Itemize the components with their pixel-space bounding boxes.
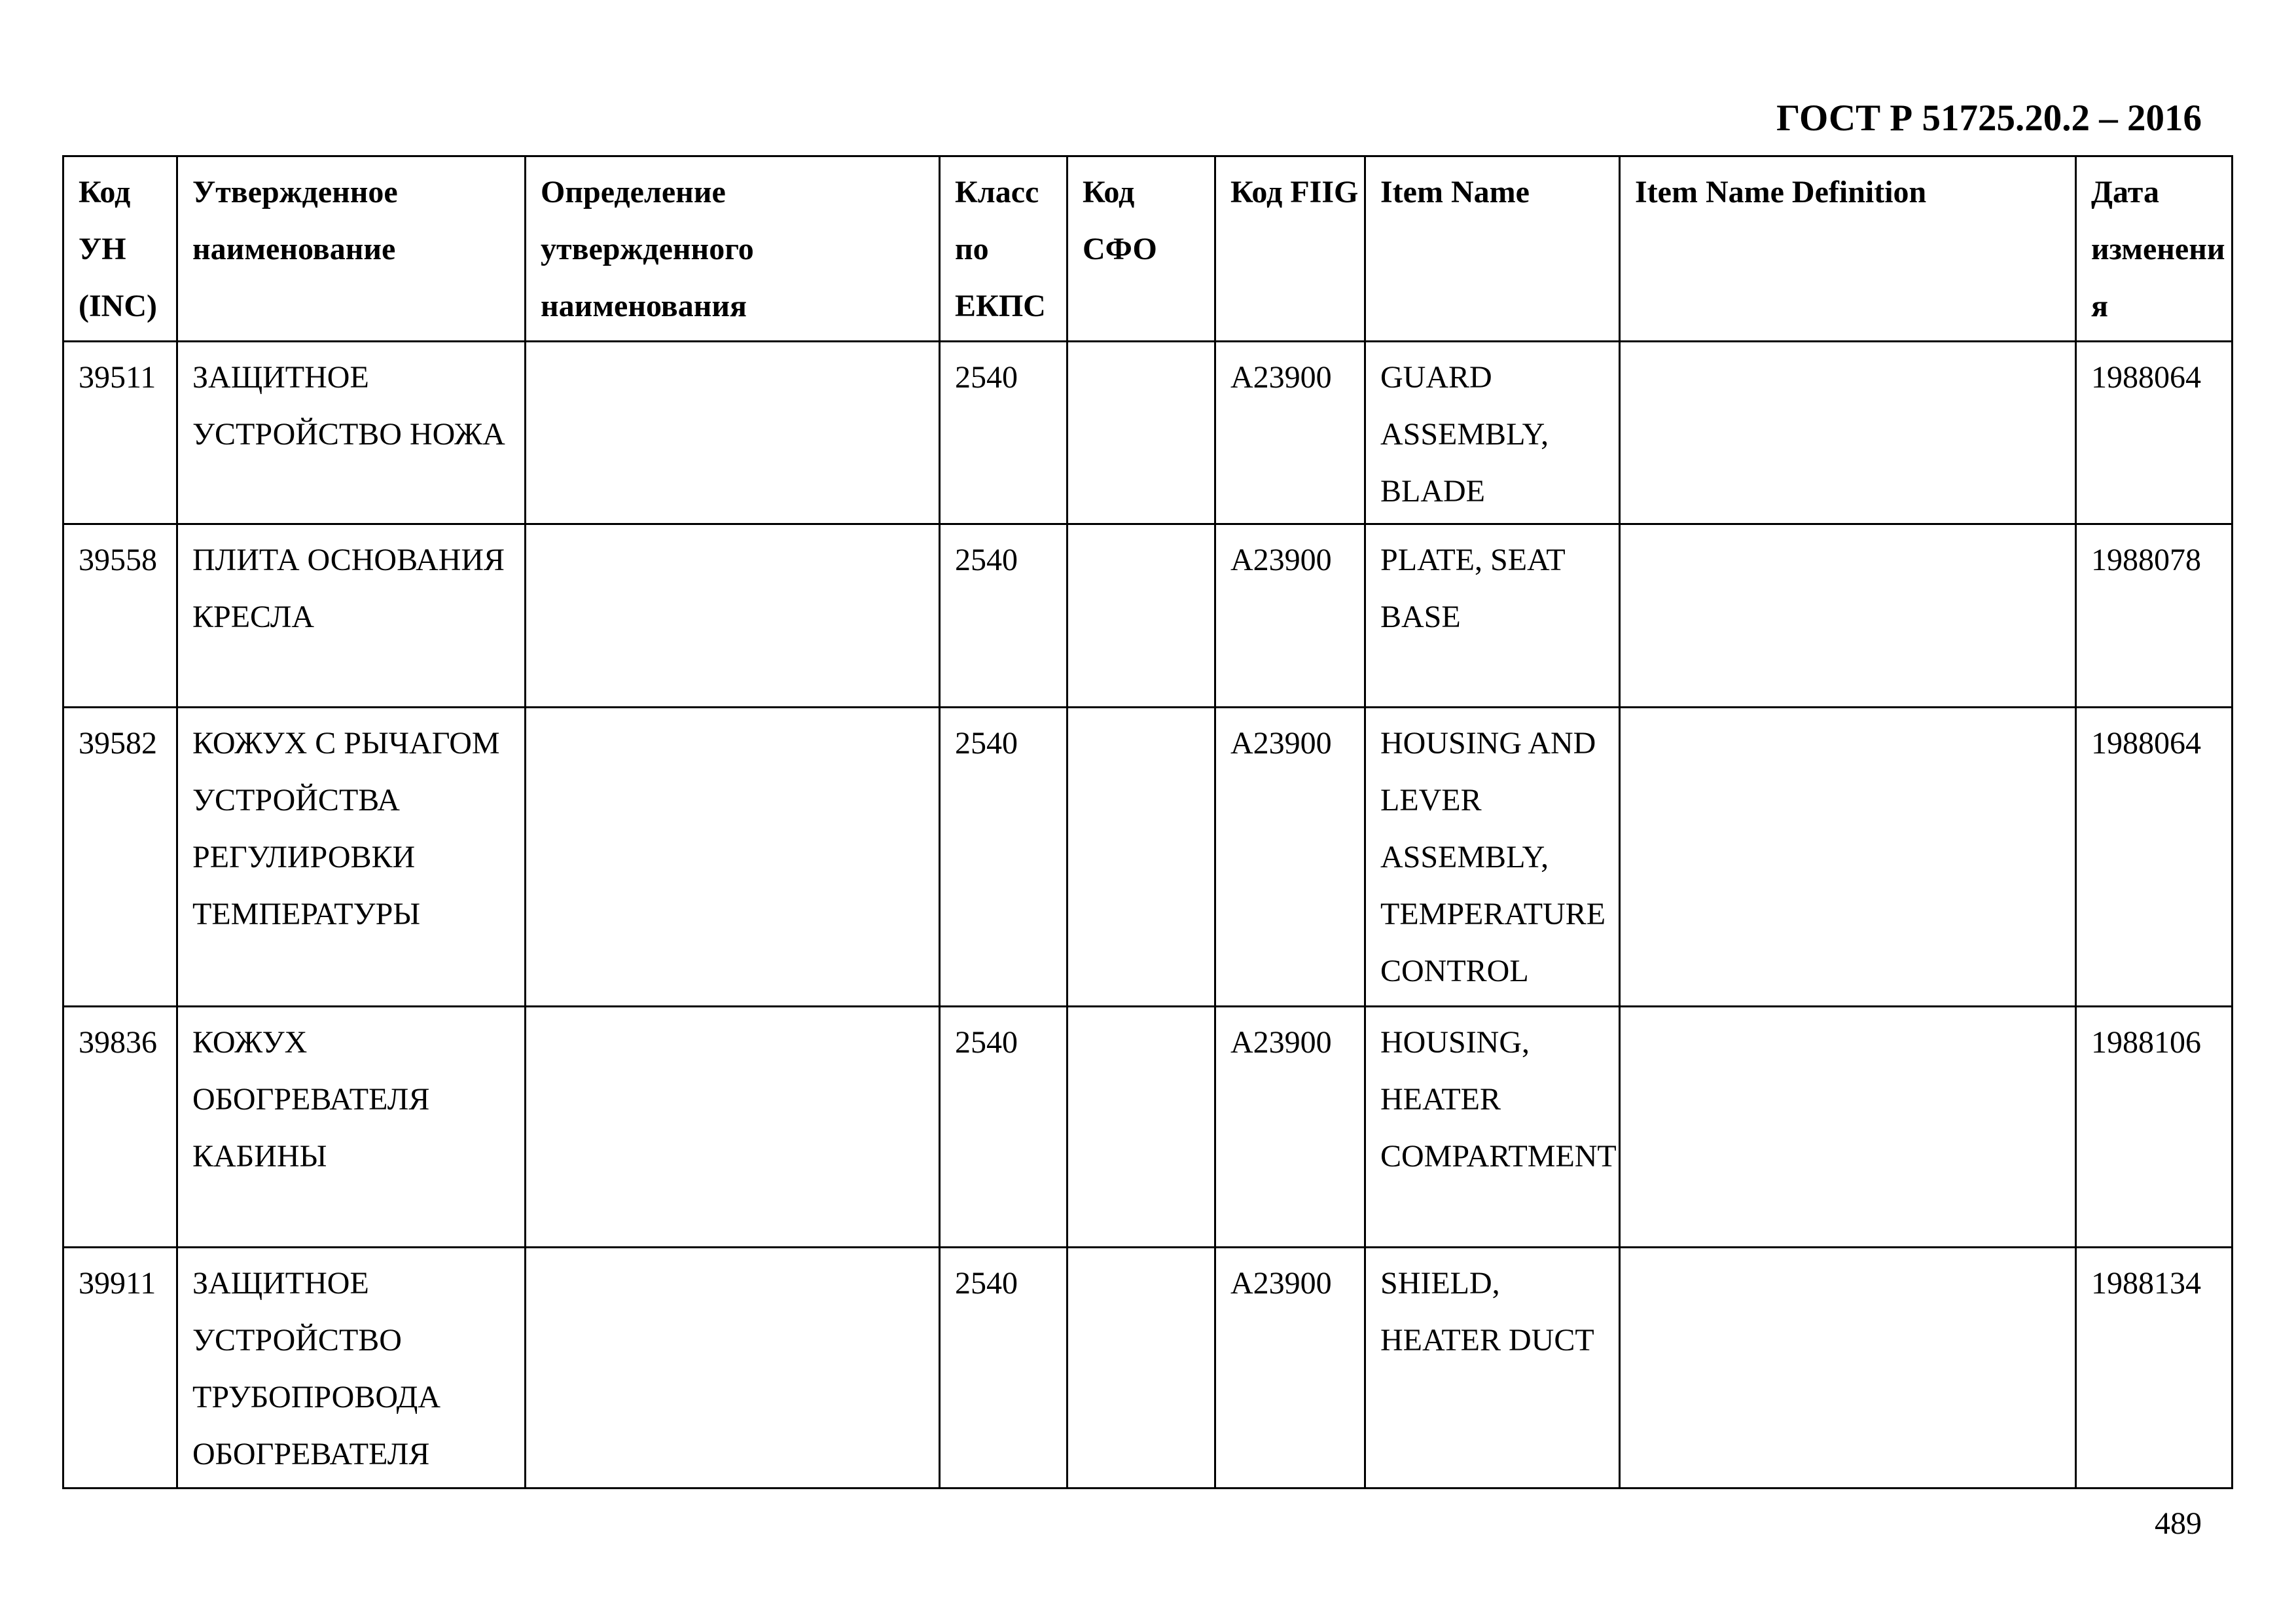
- cell-inc: 39911: [63, 1248, 177, 1489]
- cell-class: 2540: [940, 342, 1067, 524]
- column-header-approved-name: Утвержденное наименование: [177, 156, 526, 342]
- cell-approved-name: ПЛИТА ОСНОВАНИЯ КРЕСЛА: [177, 524, 526, 708]
- column-header-item-name-definition: Item Name Definition: [1620, 156, 2076, 342]
- cell-item-name-definition: [1620, 1007, 2076, 1248]
- column-header-sfo-code: Код СФО: [1067, 156, 1215, 342]
- cell-fiig-code: A23900: [1215, 1007, 1365, 1248]
- column-header-change-date: Дата изменения: [2076, 156, 2233, 342]
- page-number: 489: [2155, 1506, 2202, 1541]
- document-standard-title: ГОСТ Р 51725.20.2 – 2016: [1776, 98, 2202, 139]
- cell-item-name-definition: [1620, 524, 2076, 708]
- cell-class: 2540: [940, 708, 1067, 1007]
- column-header-name-definition: Определение утвержденного наименования: [526, 156, 940, 342]
- column-header-item-name: Item Name: [1365, 156, 1620, 342]
- cell-name-definition: [526, 1248, 940, 1489]
- cell-class: 2540: [940, 524, 1067, 708]
- cell-item-name-definition: [1620, 708, 2076, 1007]
- cell-item-name: HOUSING AND LEVER ASSEMBLY, TEMPERATURE CONTROL: [1365, 708, 1620, 1007]
- cell-item-name: GUARD ASSEMBLY, BLADE: [1365, 342, 1620, 524]
- cell-change-date: 1988106: [2076, 1007, 2233, 1248]
- cell-approved-name: КОЖУХ С РЫЧАГОМ УСТРОЙСТВА РЕГУЛИРОВКИ ТЕМПЕРАТУРЫ: [177, 708, 526, 1007]
- cell-inc: 39511: [63, 342, 177, 524]
- cell-item-name: SHIELD, HEATER DUCT: [1365, 1248, 1620, 1489]
- column-header-class: Класс по ЕКПС: [940, 156, 1067, 342]
- cell-approved-name: КОЖУХ ОБОГРЕВАТЕЛЯ КАБИНЫ: [177, 1007, 526, 1248]
- cell-approved-name: ЗАЩИТНОЕ УСТРОЙСТВО НОЖА: [177, 342, 526, 524]
- table-row: [63, 524, 2233, 708]
- cell-sfo-code: [1067, 524, 1215, 708]
- cell-sfo-code: [1067, 1248, 1215, 1489]
- cell-item-name-definition: [1620, 342, 2076, 524]
- cell-fiig-code: A23900: [1215, 708, 1365, 1007]
- table-header-row: [63, 156, 2233, 342]
- cell-class: 2540: [940, 1248, 1067, 1489]
- column-header-fiig-code: Код FIIG: [1215, 156, 1365, 342]
- cell-change-date: 1988064: [2076, 708, 2233, 1007]
- cell-sfo-code: [1067, 1007, 1215, 1248]
- cell-change-date: 1988134: [2076, 1248, 2233, 1489]
- cell-change-date: 1988078: [2076, 524, 2233, 708]
- cell-inc: 39836: [63, 1007, 177, 1248]
- table-row: [63, 1248, 2233, 1489]
- cell-fiig-code: A23900: [1215, 1248, 1365, 1489]
- cell-name-definition: [526, 708, 940, 1007]
- cell-class: 2540: [940, 1007, 1067, 1248]
- cell-sfo-code: [1067, 708, 1215, 1007]
- column-header-inc: Код УН (INC): [63, 156, 177, 342]
- cell-inc: 39558: [63, 524, 177, 708]
- cell-name-definition: [526, 524, 940, 708]
- table-row: [63, 1007, 2233, 1248]
- cell-item-name-definition: [1620, 1248, 2076, 1489]
- cell-name-definition: [526, 1007, 940, 1248]
- cell-item-name: PLATE, SEAT BASE: [1365, 524, 1620, 708]
- cell-sfo-code: [1067, 342, 1215, 524]
- cell-fiig-code: A23900: [1215, 342, 1365, 524]
- cell-change-date: 1988064: [2076, 342, 2233, 524]
- cell-fiig-code: A23900: [1215, 524, 1365, 708]
- table-row: [63, 342, 2233, 524]
- cell-approved-name: ЗАЩИТНОЕ УСТРОЙСТВО ТРУБОПРОВОДА ОБОГРЕВАТЕЛЯ: [177, 1248, 526, 1489]
- item-names-table: [62, 155, 2233, 1489]
- table-row: [63, 708, 2233, 1007]
- cell-item-name: HOUSING, HEATER COMPARTMENT: [1365, 1007, 1620, 1248]
- cell-name-definition: [526, 342, 940, 524]
- cell-inc: 39582: [63, 708, 177, 1007]
